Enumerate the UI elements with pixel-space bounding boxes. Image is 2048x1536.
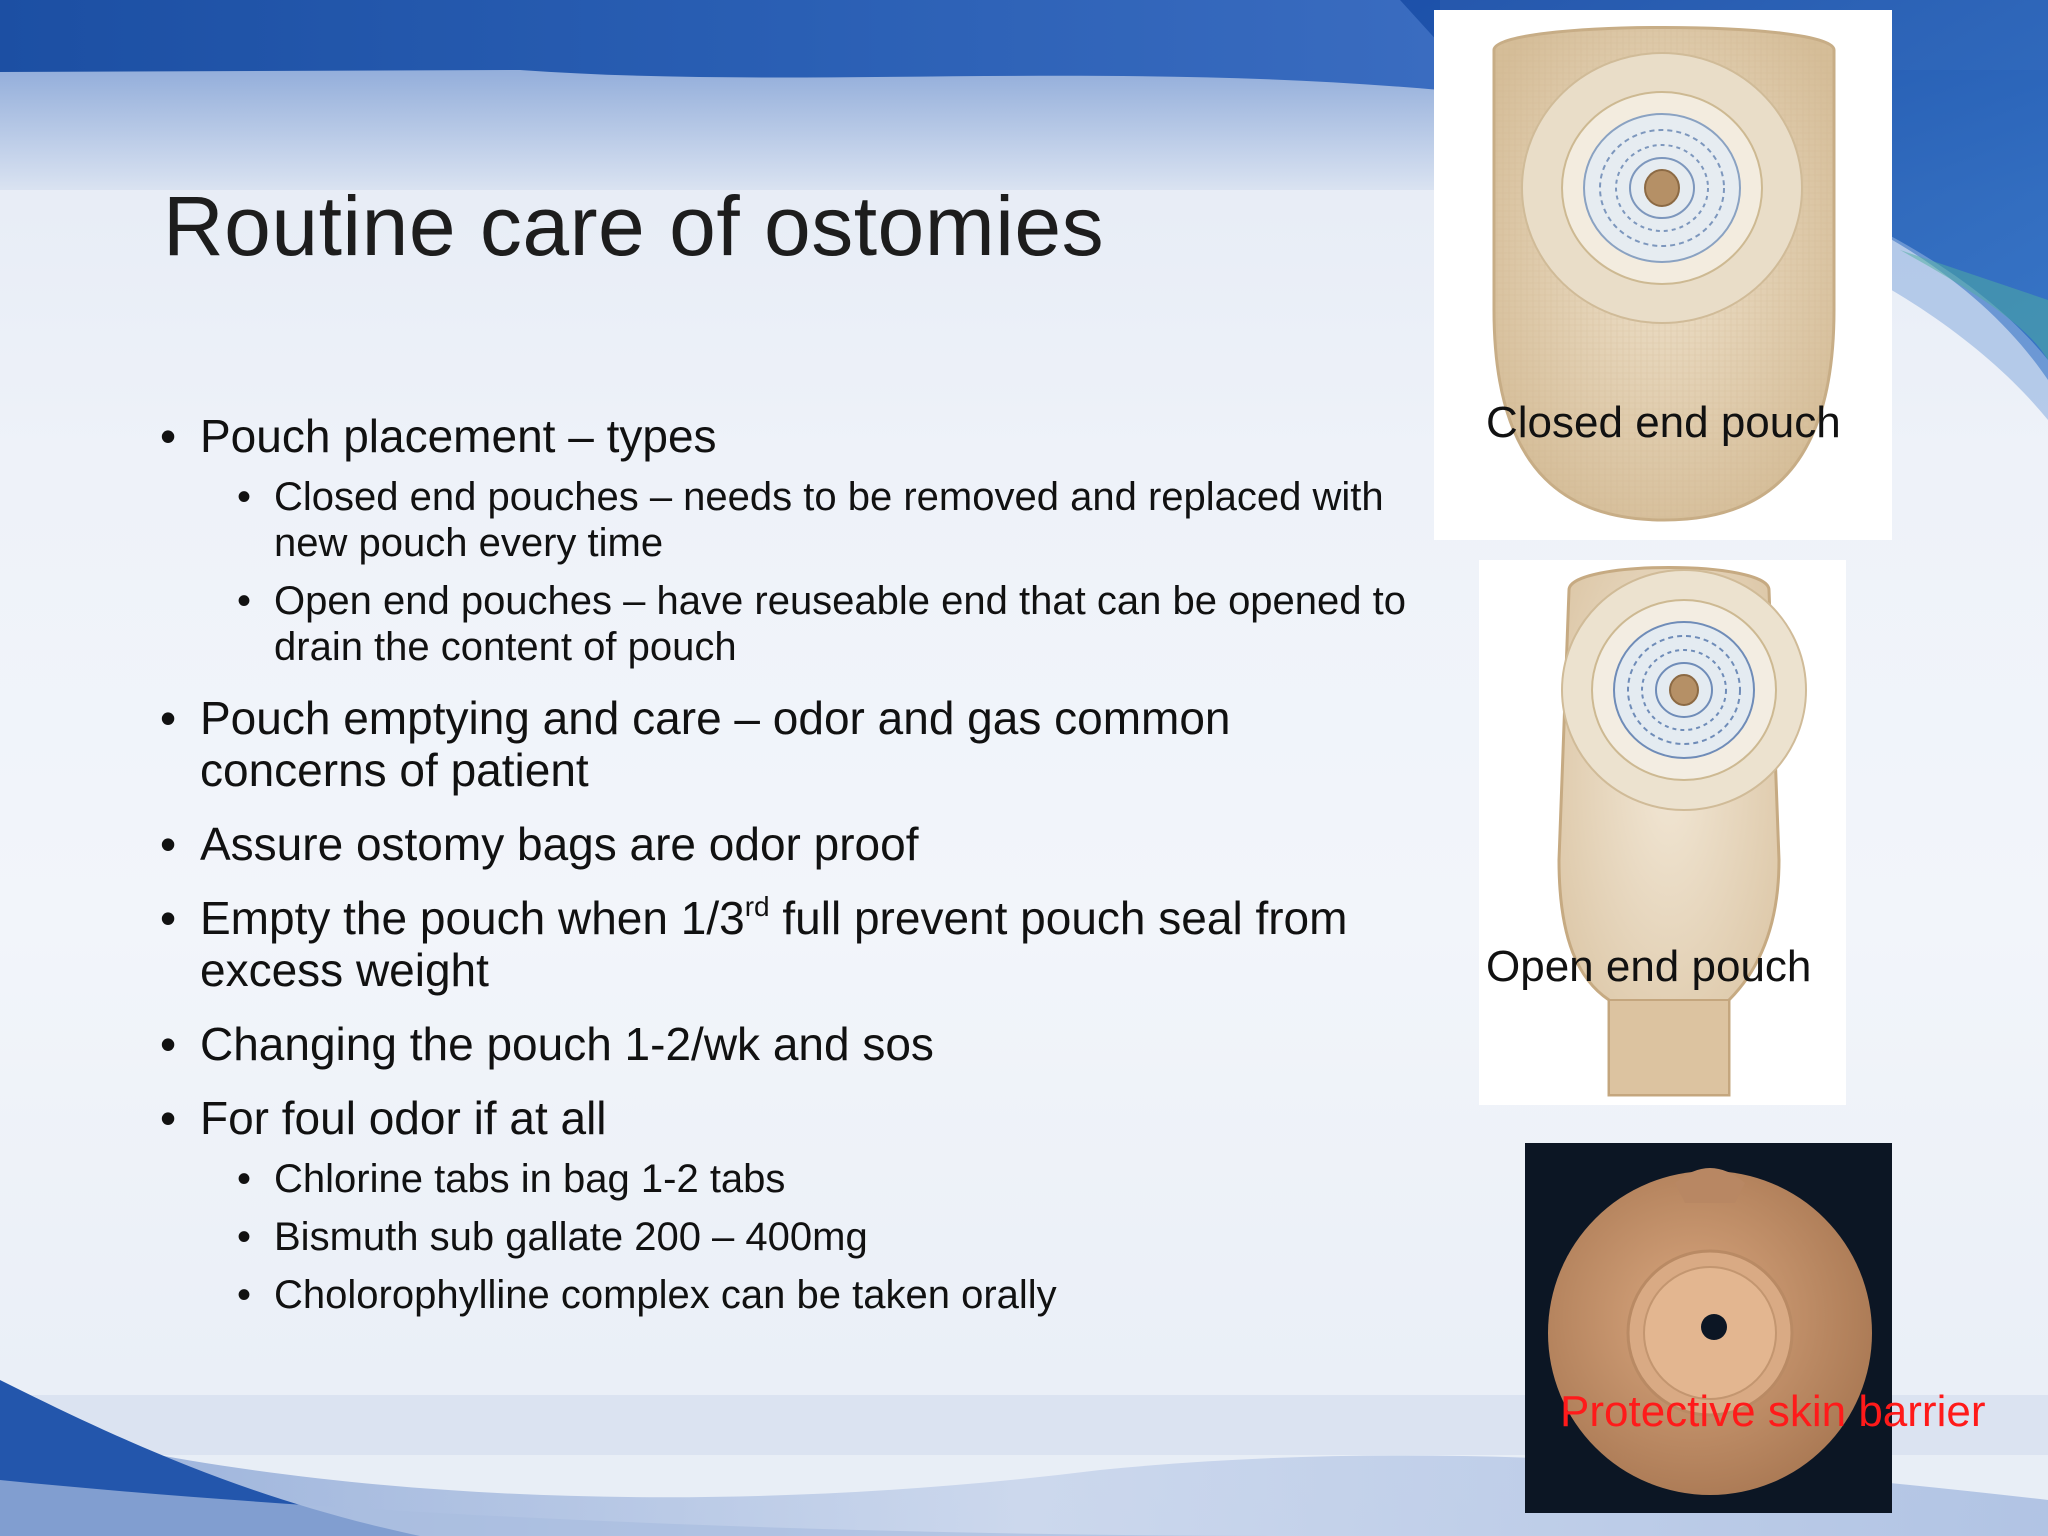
open-pouch-image [1479,560,1846,1105]
bullet-text: Cholorophylline complex can be taken orally [274,1273,1057,1317]
bullet-glyph: • [160,892,177,944]
bullet-glyph: • [237,1215,252,1259]
closed-pouch-caption: Closed end pouch [1486,398,1841,447]
bullet-text: Bismuth sub gallate 200 – 400mg [274,1215,868,1259]
bullet-chlorophylline [237,1272,1410,1318]
bullet-text: Assure ostomy bags are odor proof [200,818,919,870]
skin-barrier-image [1525,1143,1892,1513]
bullet-glyph: • [160,1092,177,1144]
bullet-glyph: • [237,475,252,519]
bullet-glyph: • [160,818,177,870]
bullet-foul-odor [160,1092,1410,1144]
bullet-glyph: • [237,1273,252,1317]
closed-pouch-image [1434,10,1892,540]
open-pouch-illustration [1479,560,1846,1105]
bullet-text: Open end pouches – have reuseable end that can be opened to drain the content of pouch [274,579,1407,669]
bullet-text: Closed end pouches – needs to be removed and replaced with new pouch every time [274,475,1384,565]
bullet-odor-proof [160,818,1410,870]
bullet-text: Pouch emptying and care – odor and gas common concerns of patient [200,692,1231,796]
bullet-glyph: • [160,410,177,462]
superscript-rd: rd [744,891,770,922]
bullet-text-start: Empty the pouch when 1/3 [200,892,745,944]
bullet-closed-end [237,474,1410,566]
bullet-changing [160,1018,1410,1070]
bullet-glyph: • [160,692,177,744]
bullet-pouch-emptying [160,692,1410,796]
bullet-chlorine [237,1156,1410,1202]
open-pouch-caption: Open end pouch [1486,942,1812,991]
closed-pouch-illustration [1434,10,1892,540]
skin-barrier-illustration [1525,1143,1892,1513]
bullet-glyph: • [237,1157,252,1201]
bullet-empty-when [160,892,1410,996]
bullet-text: Chlorine tabs in bag 1-2 tabs [274,1157,786,1201]
bullet-text: Changing the pouch 1-2/wk and sos [200,1018,934,1070]
bullet-text: For foul odor if at all [200,1092,607,1144]
bullet-bismuth [237,1214,1410,1260]
placement-subitems [160,474,1410,670]
bullet-pouch-placement [160,410,1410,462]
bullet-open-end [237,578,1410,670]
slide-title: Routine care of ostomies [163,179,1105,273]
bullet-text: Pouch placement – types [200,410,717,462]
bullet-list [160,410,1410,1330]
bullet-glyph: • [237,579,252,623]
bullet-text-end: full prevent pouch seal from excess weight [200,892,1348,996]
skin-barrier-caption: Protective skin barrier [1560,1387,1986,1436]
bullet-glyph: • [160,1018,177,1070]
